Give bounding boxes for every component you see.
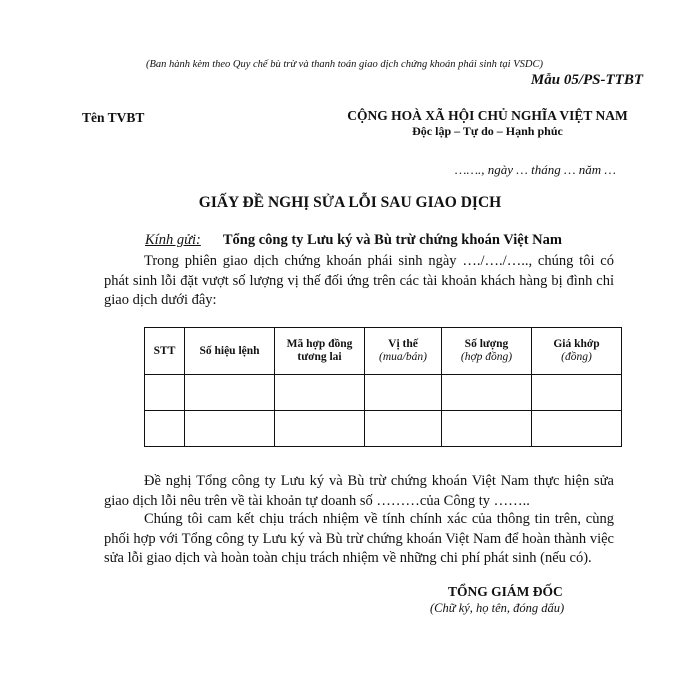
regulation-note: (Ban hành kèm theo Quy chế bù trừ và thanh toán giao dịch chứng khoán phái sinh tại VSDC) <box>146 59 543 70</box>
recipient-name: Tổng công ty Lưu ký và Bù trừ chứng khoán Việt Nam <box>222 232 562 248</box>
signer-title: TỔNG GIÁM ĐỐC <box>448 584 563 599</box>
recipient-line <box>145 232 562 249</box>
table-cell <box>365 411 442 447</box>
intro-paragraph: Trong phiên giao dịch chứng khoán phái sinh ngày …./…./….., chúng tôi có phát sinh lỗi đặt vượt số lượng vị thế đối ứng trên các tài khoản khách hàng bị đình chỉ giao dịch dưới đây: <box>104 253 614 308</box>
table-cell <box>532 411 622 447</box>
recipient-label: Kính gửi: <box>145 232 201 248</box>
table-cell <box>442 411 532 447</box>
member-name-label: Tên TVBT <box>82 110 145 125</box>
table-cell <box>532 375 622 411</box>
table-header-row <box>145 328 622 375</box>
request-paragraph: Đề nghị Tổng công ty Lưu ký và Bù trừ chứng khoán Việt Nam thực hiện sửa giao dịch lỗi nêu trên về tài khoản tự doanh số ………của Công ty …….. <box>104 473 614 509</box>
form-code: Mẫu 05/PS-TTBT <box>530 72 643 88</box>
table-cell <box>442 375 532 411</box>
column-header-quantity: Số lượng (hợp đồng) <box>442 328 532 375</box>
table-cell <box>275 375 365 411</box>
date-line: ……., ngày … tháng … năm … <box>454 162 616 177</box>
national-title: CỘNG HOÀ XÃ HỘI CHỦ NGHĨA VIỆT NAM <box>347 108 628 123</box>
national-motto: Độc lập – Tự do – Hạnh phúc <box>412 124 563 138</box>
column-header-futures-code: Mã hợp đồng tương lai <box>275 328 365 375</box>
table-cell <box>365 375 442 411</box>
table-cell <box>185 375 275 411</box>
table-cell <box>275 411 365 447</box>
commitment-paragraph: Chúng tôi cam kết chịu trách nhiệm về tính chính xác của thông tin trên, cùng phối hợp với Tổng công ty Lưu ký và Bù trừ chứng khoán Việt Nam để hoàn thành việc sửa lỗi giao dịch và hoàn toàn chịu trách nhiệm về những chi phí phát sinh (nếu có). <box>104 511 614 566</box>
error-orders-table <box>144 327 622 447</box>
table-cell <box>185 411 275 447</box>
column-header-order-number: Số hiệu lệnh <box>185 328 275 375</box>
table-row <box>145 375 622 411</box>
document-title: GIẤY ĐỀ NGHỊ SỬA LỖI SAU GIAO DỊCH <box>198 194 502 211</box>
signature-note: (Chữ ký, họ tên, đóng dấu) <box>430 601 565 615</box>
column-header-position: Vị thế (mua/bán) <box>365 328 442 375</box>
table-cell <box>145 411 185 447</box>
column-header-stt: STT <box>145 328 185 375</box>
column-header-matched-price: Giá khớp (đồng) <box>532 328 622 375</box>
table-cell <box>145 375 185 411</box>
table-row <box>145 411 622 447</box>
